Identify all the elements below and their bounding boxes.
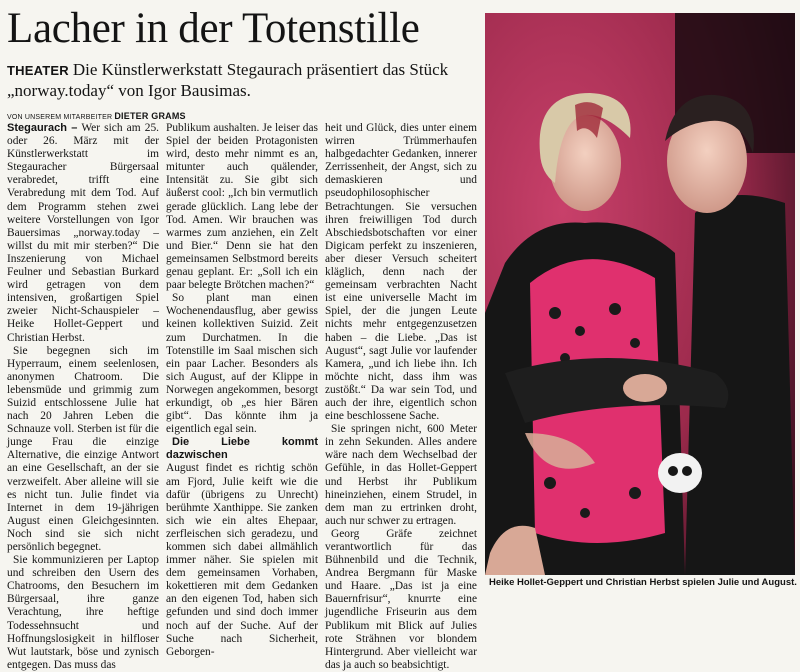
- subheading: Die Liebe kommt dazwischen: [166, 436, 318, 462]
- paragraph: Publikum aushalten. Je leiser das Spiel der beiden Protagonisten wird, desto mehr nimmt es an, mitunter auch quälender, Intensität zu. Sie gibt sich äußerst cool: „Ich bin vermutlich gerade glücklich. Lang lebe der Tod. Amen. Wir brauchen was warmes zum anziehen, ein Zelt und Bier.“ Denn sie hat den gemeinsamen Selbstmord bereits genau geplant. Er: „Soll ich ein paar belegte Brötchen machen?“: [166, 122, 318, 292]
- paragraph: So plant man einen Wochenendausflug, aber gewiss keinen kollektiven Suizid. Zeit zum Durchatmen. In die Totenstille im Saal mischen sich ein paar Lacher. Besonders als sich August, auf der Klippe in Norwegen angekommen, besorgt erkundigt, ob „es hier Bären gibt“. Das könnte ihm ja eigentlich egal sein.: [166, 292, 318, 436]
- byline: [7, 111, 477, 121]
- paragraph: August findet es richtig schön am Fjord, Julie keift wie die dafür (übrigens zu Unrecht) berühmte Xanthippe. Sie zanken sich wie ein altes Ehepaar, zerfleischen sich geradezu, und kommen sich dabei allmählich immer näher. Sie spielen mit dem gemeinsamen Vorhaben, kokettieren mit dem Gedanken an den eigenen Tod, haben sich gefunden und sind doch immer noch auf der Suche. Auf der Suche nach Sicherheit, Geborgen-: [166, 462, 318, 658]
- column-3: [325, 122, 477, 671]
- column-1: [7, 122, 159, 671]
- headline: Lacher in der Totenstille: [7, 5, 420, 52]
- byline-author: DIETER GRAMS: [114, 111, 186, 121]
- kicker: THEATER: [7, 63, 69, 78]
- paragraph: Georg Gräfe zeichnet verantwortlich für das Bühnenbild und die Technik, Andrea Bergmann für Maske und Haare. „Das ist ja eine Bauernfrisur“, knurrte eine jugendliche Friseurin aus dem Publikum mit Blick auf Julies rote Strähnen vor blondem Hintergrund. Aber vielleicht war das ja auch so beabsichtigt.: [325, 527, 477, 671]
- teaser: [7, 60, 477, 101]
- paragraph: [7, 122, 159, 345]
- photo-illustration: [485, 13, 795, 575]
- paragraph: Sie springen nicht, 600 Meter in zehn Sekunden. Alles andere wäre nach dem Wechselbad der Gefühle, in das Hollet-Geppert und Herbst ihr Publikum hineinziehen, einem Strudel, in dem man zu ertrinken droht, auch nur schwer zu ertragen.: [325, 423, 477, 527]
- paragraph: Sie begegnen sich im Hyperraum, einem seelenlosen, anonymen Chatroom. Die lebensmüde und grimmig zum Suizid entschlossene Julie hat nach 20 Jahren Leben die Schnauze voll. Sterben ist für die junge Frau die einzige Alternative, die einzige Antwort an eine Gesellschaft, an der sie verzweifelt. Aber alleine will sie es nicht tun. Julie findet via Internet in dem 19-jährigen August einen Gleichgesinnten. Noch sind sie sich nicht persönlich begegnet.: [7, 344, 159, 553]
- dateline: Stegaurach –: [7, 122, 78, 134]
- teaser-text: Die Künstlerwerkstatt Stegaurach präsentiert das Stück „norway.today“ von Igor Bausimas.: [7, 60, 449, 100]
- column-2: [166, 122, 318, 658]
- paragraph: Sie kommunizieren per Laptop und schreiben den Usern des Chatrooms, den Besuchern im Bürgersaal, ihre ganze Verachtung, ihre heftige Todessehnsucht und Hoffnungslosigkeit in hilfloser Wut lautstark, böse und zynisch entgegen. Das muss das: [7, 554, 159, 671]
- paragraph-text: Wer sich am 25. oder 26. März mit der Künstlerwerkstatt im Stegauracher Bürgersaal verabredet, trifft eine Verabredung mit dem Tod. Auf dem Programm stehen zwei weitere Vorstellungen von Igor Bauersimas „norway.today – willst du mit mir sterben?“ Die Inszenierung von Michael Feulner und Sebastian Burkard wird getragen von dem intensiven, großartigen Spiel zweier Nicht-Schauspieler – Heike Hollet-Geppert und Christian Herbst.: [7, 122, 159, 344]
- photo-caption: Heike Hollet-Geppert und Christian Herbst spielen Julie und August.: [489, 577, 797, 588]
- article-photo: [485, 13, 795, 575]
- byline-prefix: VON UNSEREM MITARBEITER: [7, 114, 113, 121]
- paragraph: heit und Glück, dies unter einem wirren Trümmerhaufen halbgedachter Gedanken, innerer Zerrissenheit, der Angst, sich zu demaskieren und pseudophilosophischer Betrachtungen. Sie versuchen ihren freiwilligen Tod durch Abschiedsbotschaften vor einer Digicam perfekt zu inszenieren, aber dieser Versuch scheitert kläglich, denn nach der gemeinsam verbrachten Nacht ist eine universelle Macht im Spiel, der die jungen Leute nichts mehr entgegenzusetzen haben – die Liebe. „Das ist August“, sagt Julie vor laufender Kamera, „und ich liebe ihn. Ich möchte nicht, dass ihm was zustößt.“ Da war sein Tod, und auch der ihre, eigentlich schon eine beschlossene Sache.: [325, 122, 477, 423]
